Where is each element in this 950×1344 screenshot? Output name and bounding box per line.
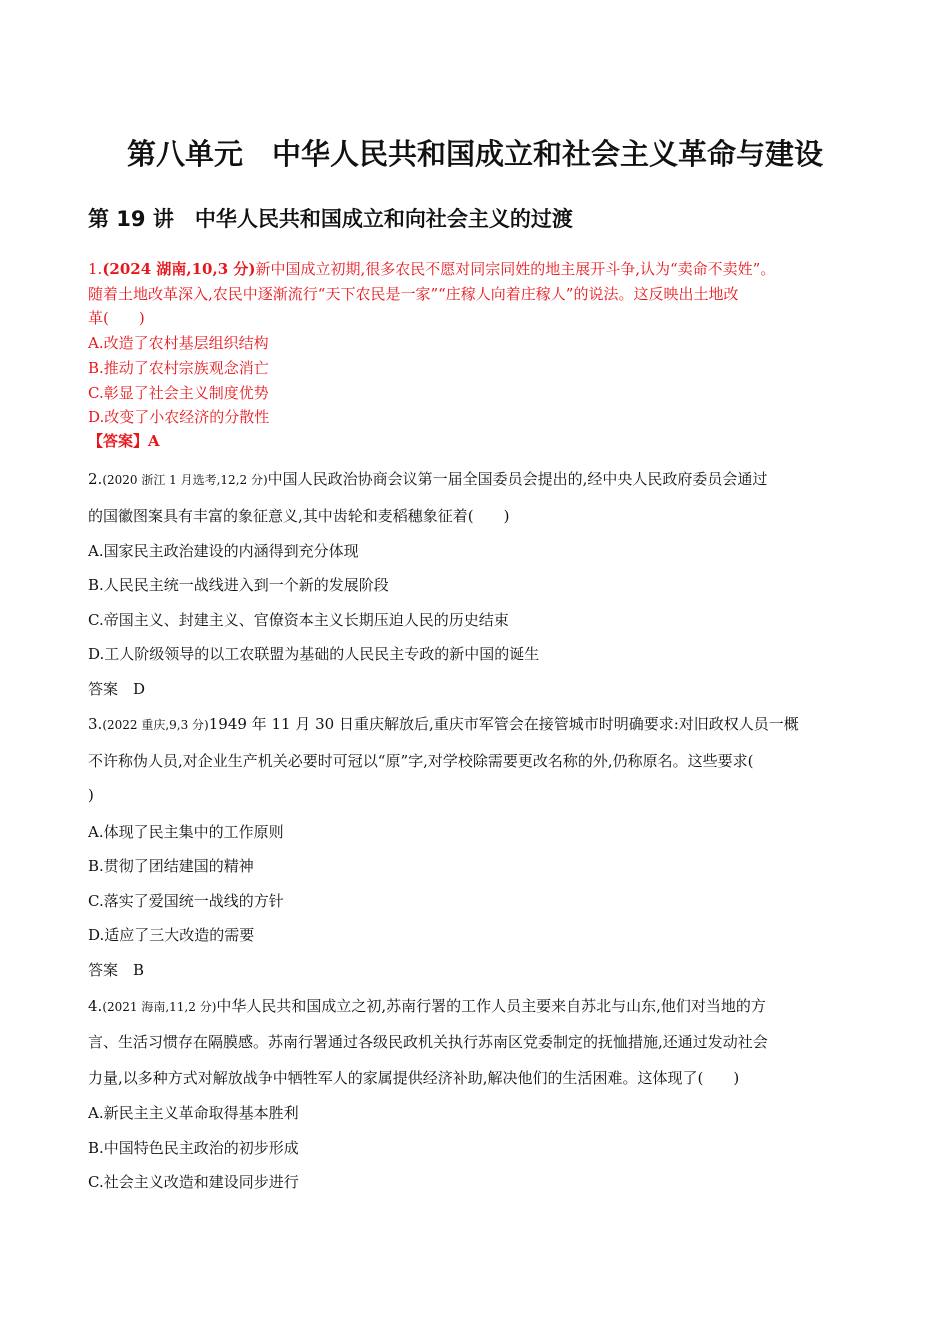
q1-source: (2024 湖南,10,3 分) bbox=[102, 260, 256, 278]
q4-stem-line-1: 4.(2021 海南,11,2 分)中华人民共和国成立之初,苏南行署的工作人员主要来自苏北与山东,他们对当地的方 bbox=[88, 997, 766, 1015]
q3-option-a: A.体现了民主集中的工作原则 bbox=[88, 823, 284, 841]
q4-stem-line-3: 力量,以多种方式对解放战争中牺牲军人的家属提供经济补助,解决他们的生活困难。这体现了( ) bbox=[88, 1069, 740, 1087]
q3-answer: 答案 B bbox=[88, 961, 145, 979]
q3-stem-line-1: 3.(2022 重庆,9,3 分)1949 年 11 月 30 日重庆解放后,重庆市军管会在接管城市时明确要求:对旧政权人员一概 bbox=[88, 715, 799, 733]
q2-option-c: C.帝国主义、封建主义、官僚资本主义长期压迫人民的历史结束 bbox=[88, 611, 509, 629]
q1-option-d: D.改变了小农经济的分散性 bbox=[88, 408, 270, 426]
q2-stem-line-1: 2.(2020 浙江 1 月选考,12,2 分)中国人民政治协商会议第一届全国委员会提出的,经中央人民政府委员会通过 bbox=[88, 470, 768, 488]
q2-source: (2020 浙江 1 月选考,12,2 分) bbox=[102, 473, 268, 487]
q2-option-b: B.人民民主统一战线进入到一个新的发展阶段 bbox=[88, 576, 389, 594]
q2-option-a: A.国家民主政治建设的内涵得到充分体现 bbox=[88, 542, 359, 560]
unit-title: 第八单元 中华人民共和国成立和社会主义革命与建设 bbox=[126, 137, 823, 171]
q2-stem-line-2: 的国徽图案具有丰富的象征意义,其中齿轮和麦稻穗象征着( ) bbox=[88, 507, 510, 525]
q1-answer: 【答案】A bbox=[88, 432, 160, 450]
q4-option-b: B.中国特色民主政治的初步形成 bbox=[88, 1139, 299, 1157]
q3-option-d: D.适应了三大改造的需要 bbox=[88, 926, 255, 944]
q4-stem-line-2: 言、生活习惯存在隔膜感。苏南行署通过各级民政机关执行苏南区党委制定的抚恤措施,还通过发动社会 bbox=[88, 1033, 768, 1051]
q1-option-b: B.推动了农村宗族观念消亡 bbox=[88, 359, 269, 377]
q1-option-c: C.彰显了社会主义制度优势 bbox=[88, 384, 269, 402]
q1-stem-line-1: 1.(2024 湖南,10,3 分)新中国成立初期,很多农民不愿对同宗同姓的地主展开斗争,认为“卖命不卖姓”。 bbox=[88, 260, 776, 278]
q4-option-c: C.社会主义改造和建设同步进行 bbox=[88, 1173, 299, 1191]
q3-stem-line-3: ) bbox=[88, 786, 94, 804]
q1-stem-line-3: 革( ) bbox=[88, 309, 145, 327]
q3-option-c: C.落实了爱国统一战线的方针 bbox=[88, 892, 284, 910]
q3-stem-line-2: 不许称伪人员,对企业生产机关必要时可冠以“原”字,对学校除需要更改名称的外,仍称原名。这些要求( bbox=[88, 752, 754, 770]
q1-option-a: A.改造了农村基层组织结构 bbox=[88, 334, 269, 352]
q3-source: (2022 重庆,9,3 分) bbox=[102, 718, 209, 732]
q1-stem-line-2: 随着土地改革深入,农民中逐渐流行“天下农民是一家”“庄稼人向着庄稼人”的说法。这反映出土地改 bbox=[88, 285, 739, 303]
q4-option-a: A.新民主主义革命取得基本胜利 bbox=[88, 1104, 299, 1122]
q2-answer: 答案 D bbox=[88, 680, 146, 698]
q3-option-b: B.贯彻了团结建国的精神 bbox=[88, 857, 254, 875]
q2-option-d: D.工人阶级领导的以工农联盟为基础的人民民主专政的新中国的诞生 bbox=[88, 645, 540, 663]
lesson-title: 第 19 讲 中华人民共和国成立和向社会主义的过渡 bbox=[88, 207, 573, 231]
q4-source: (2021 海南,11,2 分) bbox=[102, 1000, 217, 1014]
